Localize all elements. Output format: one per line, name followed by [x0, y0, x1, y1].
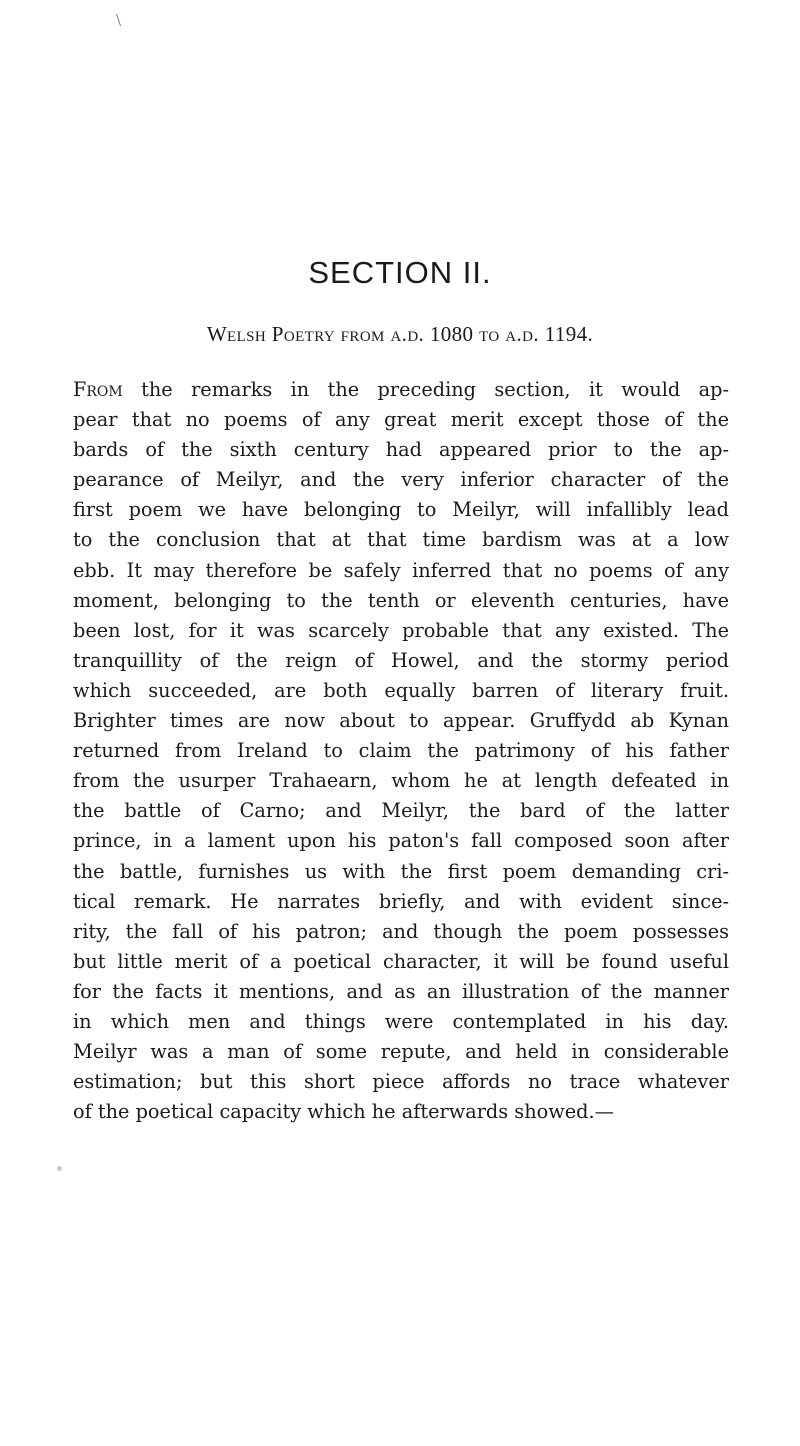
print-speck [57, 1166, 62, 1171]
body-line: first poem we have belonging to Meilyr, will infallibly lead [73, 498, 729, 522]
body-line: to the conclusion that at that time bardism was at a low [73, 528, 729, 552]
body-line: the battle, furnishes us with the first poem demanding cri- [73, 859, 729, 883]
body-line: estimation; but this short piece affords no trace whatever [73, 1070, 729, 1094]
body-line: Meilyr was a man of some repute, and held in considerable [73, 1040, 729, 1064]
body-line: pearance of Meilyr, and the very inferior character of the [73, 468, 729, 492]
body-line: pear that no poems of any great merit except those of the [73, 408, 729, 432]
body-line: of the poetical capacity which he afterwards showed.— [73, 1100, 614, 1124]
body-paragraph [73, 375, 729, 1127]
body-line: rity, the fall of his patron; and though the poem possesses [73, 919, 729, 943]
body-line: tranquillity of the reign of Howel, and the stormy period [73, 648, 729, 672]
body-line: the battle of Carno; and Meilyr, the bard of the latter [73, 799, 729, 823]
body-line: which succeeded, are both equally barren of literary fruit. [73, 678, 729, 702]
body-line: ebb. It may therefore be safely inferred that no poems of any [73, 558, 729, 582]
body-line: returned from Ireland to claim the patrimony of his father [73, 739, 729, 763]
body-line: tical remark. He narrates briefly, and with evident since- [73, 889, 729, 913]
body-line: prince, in a lament upon his paton's fall composed soon after [73, 829, 729, 853]
body-line: From the remarks in the preceding section, it would ap- [73, 378, 729, 401]
stray-print-mark: \ [116, 10, 122, 30]
body-line: moment, belonging to the tenth or eleventh centuries, have [73, 588, 729, 612]
section-subheading: Welsh Poetry from a.d. 1080 to a.d. 1194. [206, 322, 594, 346]
body-line: in which men and things were contemplated in his day. [73, 1009, 729, 1033]
body-line: bards of the sixth century had appeared prior to the ap- [73, 438, 729, 462]
opening-word: From [73, 378, 123, 401]
body-line: been lost, for it was scarcely probable that any existed. The [73, 618, 729, 642]
body-line: for the facts it mentions, and as an illustration of the manner [73, 979, 729, 1003]
body-line: but little merit of a poetical character, it will be found useful [73, 949, 729, 973]
body-line: from the usurper Trahaearn, whom he at length defeated in [73, 769, 729, 793]
section-heading: SECTION II. [308, 255, 492, 290]
body-line: Brighter times are now about to appear. Gruffydd ab Kynan [73, 709, 729, 733]
